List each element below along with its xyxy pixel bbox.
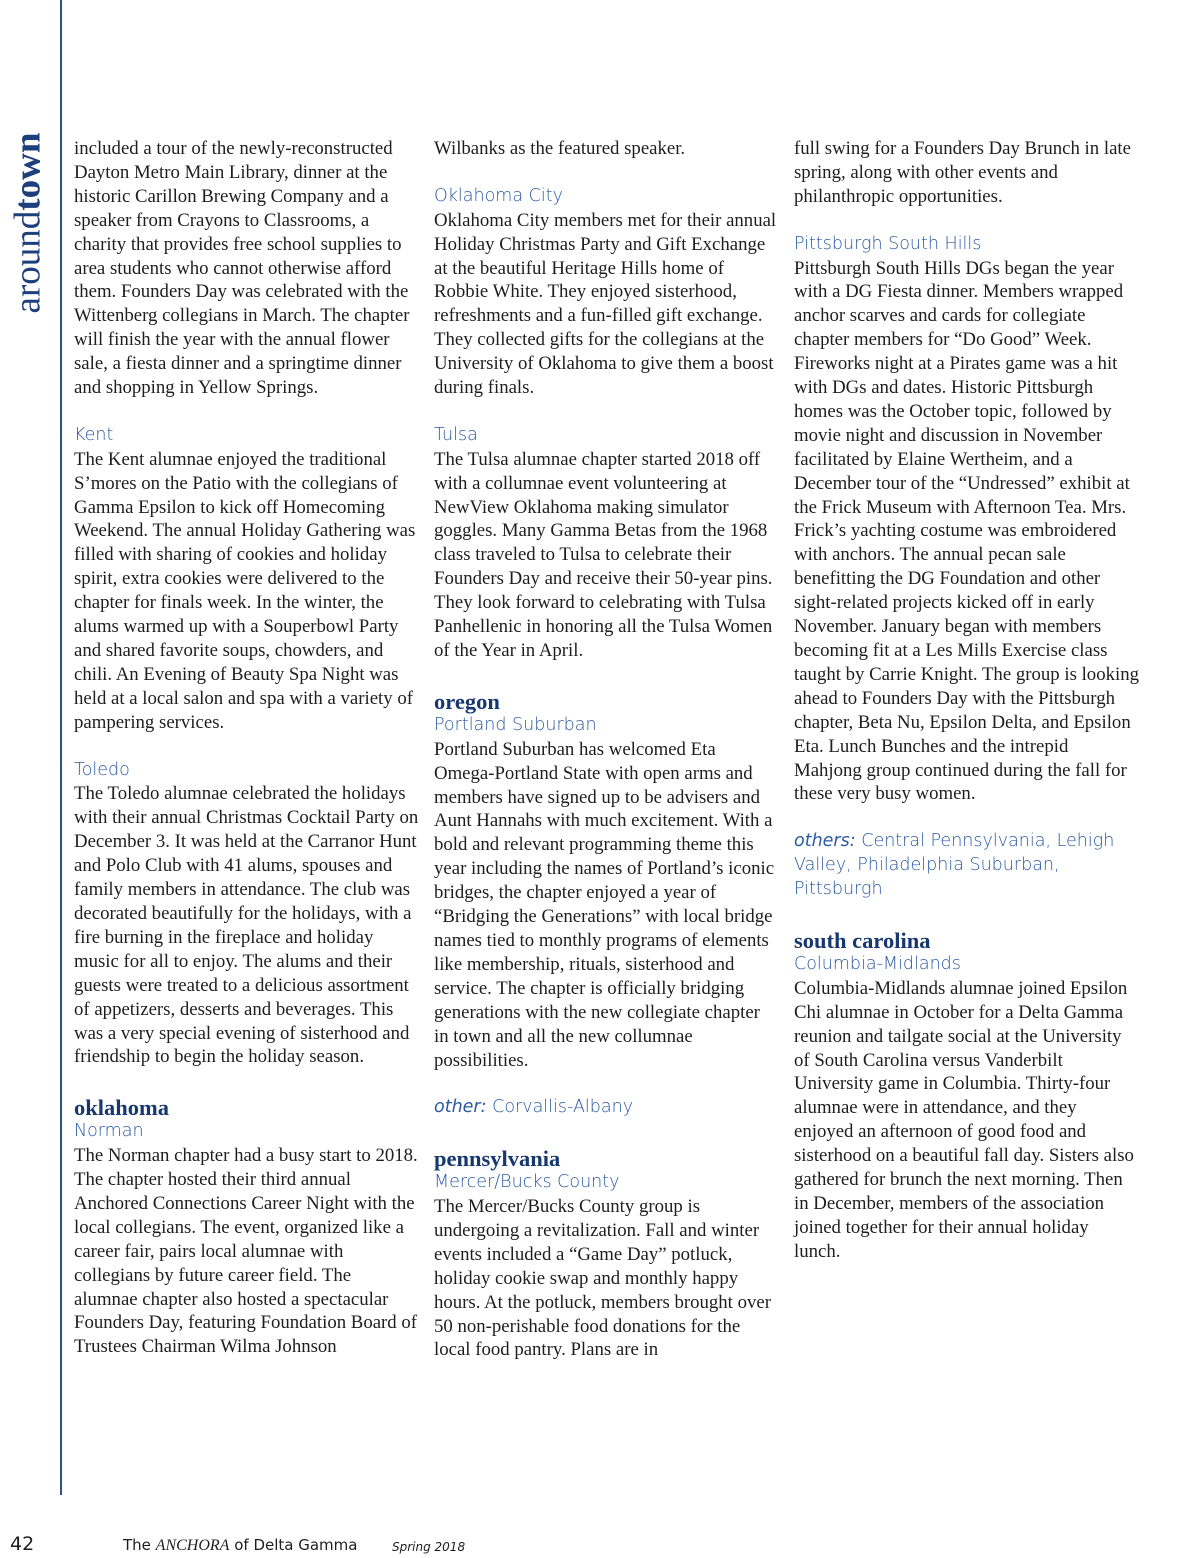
publication-name: [123, 1536, 357, 1555]
paragraph-columbia-midlands: Columbia-Midlands alumnae joined Epsilon Chi alumnae in October for a Delta Gamma reunion and tailgate social at the University of South Carolina versus Vanderbilt University game in Columbia. Thirty-four alumnae were in attendance, and they enjoyed an afternoon of good food and sisterhood on a beautiful fall day. Sisters also gathered for brunch the next morning. Then in December, members of the association joined together for their annual holiday lunch.: [794, 977, 1134, 1262]
chapter-heading-tulsa: Tulsa: [434, 424, 478, 445]
column-3: [794, 137, 1139, 1264]
paragraph-norman: The Norman chapter had a busy start to 2018. The chapter hosted their third annual Anchored Connections Career Night with the local collegians. The event, organized like a career fair, pairs local alumnae with collegians by future career field. The alumnae chapter also hosted a spectacular Founders Day, featuring Foundation Board of Trustees Chairman Wilma Johnson: [74, 1145, 418, 1358]
state-heading-oklahoma: oklahoma: [74, 1095, 170, 1121]
section-tag-light: around: [7, 210, 49, 313]
others-label: others:: [794, 831, 856, 852]
chapter-heading-portland-suburban: Portland Suburban: [434, 714, 597, 735]
other-chapters-pennsylvania: [794, 830, 1139, 902]
pub-suffix: of Delta Gamma: [229, 1536, 358, 1554]
page-number: 42: [10, 1533, 35, 1555]
paragraph-pittsburgh-south-hills: Pittsburgh South Hills DGs began the year with a DG Fiesta dinner. Members wrapped anchor scarves and cards for collegiate chapter members for “Do Good” Week. Fireworks night at a Pirates game was a hit with DGs and dates. Historic Pittsburgh homes was the October topic, followed by movie night and discussion in November facilitated by Elaine Wertheim, and a December tour of the “Undressed” exhibit at the Frick Museum with Afternoon Tea. Mrs. Frick’s yachting costume was embroidered with anchors. The annual pecan sale benefitting the DG Foundation and other sight-related projects kicked off in early November. January began with members becoming fit at a Les Mills Exercise class taught by Carrie Knight. The group is looking ahead to Founders Day with the Pittsburgh chapter, Beta Nu, Epsilon Delta, and Epsilon Eta. Lunch Bunches and the intrepid Mahjong group continued during the fall for these very busy women.: [794, 257, 1139, 805]
other-list: Corvallis-Albany: [492, 1097, 634, 1118]
chapter-heading-pittsburgh-south-hills: Pittsburgh South Hills: [794, 233, 982, 254]
state-heading-oregon: oregon: [434, 688, 500, 714]
section-tag-bold: town: [7, 132, 49, 211]
paragraph-norman-cont: Wilbanks as the featured speaker.: [434, 138, 686, 159]
section-tag: [6, 125, 50, 320]
state-heading-south-carolina: south carolina: [794, 927, 931, 953]
paragraph-kent: The Kent alumnae enjoyed the traditional S’mores on the Patio with the collegians of Gamma Epsilon to kick off Homecoming Weekend. The annual Holiday Gathering was filled with sharing of cookies and holiday spirit, extra cookies were delivered to the chapter for finals week. In the winter, the alums warmed up with a Souperbowl Party and shared favorite soups, chowders, and chili. An Evening of Beauty Spa Night was held at a local salon and spa with a variety of pampering services.: [74, 448, 416, 733]
chapter-heading-kent: Kent: [74, 424, 114, 445]
paragraph-toledo: The Toledo alumnae celebrated the holidays with their annual Christmas Cocktail Party on December 3. It was held at the Carranor Hunt and Polo Club with 41 alums, spouses and family members in attendance. The club was decorated beautifully for the holidays, with a fire burning in the fireplace and holiday music for all to enjoy. The alums and their guests were treated to a delicious assortment of appetizers, desserts and beverages. This was a very special evening of sisterhood and friendship to begin the holiday season.: [74, 783, 419, 1068]
other-chapters-oregon: [434, 1096, 779, 1120]
column-1: [74, 137, 419, 1359]
chapter-heading-norman: Norman: [74, 1121, 144, 1142]
paragraph-tulsa: The Tulsa alumnae chapter started 2018 off with a collumnae event volunteering at NewView Oklahoma making simulator goggles. Many Gamma Betas from the 1968 class traveled to Tulsa to celebrate their Founders Day and receive their 50-year pins. They look forward to celebrating with Tulsa Panhellenic in honoring all the Tulsa Women of the Year in April.: [434, 448, 773, 661]
pub-title: ANCHORA: [155, 1537, 230, 1554]
others-list: Central Pennsylvania, Lehigh Valley, Philadelphia Suburban, Pittsburgh: [794, 831, 1115, 900]
paragraph-mercer-bucks: The Mercer/Bucks County group is undergoing a revitalization. Fall and winter events included a “Game Day” potluck, holiday cookie swap and monthly happy hours. At the potluck, members brought over 50 non-perishable food donations for the local food pantry. Plans are in: [434, 1196, 771, 1361]
chapter-heading-oklahoma-city: Oklahoma City: [434, 185, 563, 206]
left-vertical-rule: [60, 0, 62, 1495]
issue-season: Spring 2018: [392, 1540, 466, 1554]
paragraph-dayton-cont: included a tour of the newly-reconstructed Dayton Metro Main Library, dinner at the historic Carillon Brewing Company and a speaker from Crayons to Classrooms, a charity that provides free school supplies to area students who cannot otherwise afford them. Founders Day was celebrated with the Wittenberg collegians in March. The chapter will finish the year with the annual flower sale, a fiesta dinner and a springtime dinner and shopping in Yellow Springs.: [74, 138, 410, 399]
chapter-heading-mercer-bucks: Mercer/Bucks County: [434, 1172, 620, 1193]
section-tag-text: [7, 132, 49, 313]
paragraph-mercer-cont: full swing for a Founders Day Brunch in late spring, along with other events and philanthropic opportunities.: [794, 138, 1131, 207]
other-label: other:: [434, 1097, 487, 1118]
chapter-heading-columbia-midlands: Columbia-Midlands: [794, 953, 961, 974]
pub-prefix: The: [123, 1536, 156, 1554]
chapter-heading-toledo: Toledo: [74, 759, 130, 780]
column-2: [434, 137, 779, 1362]
state-heading-pennsylvania: pennsylvania: [434, 1146, 561, 1172]
paragraph-oklahoma-city: Oklahoma City members met for their annual Holiday Christmas Party and Gift Exchange at the beautiful Heritage Hills home of Robbie White. They enjoyed sisterhood, refreshments and a fun-filled gift exchange. They collected gifts for the collegians at the University of Oklahoma to give them a boost during finals.: [434, 209, 777, 399]
paragraph-portland-suburban: Portland Suburban has welcomed Eta Omega-Portland State with open arms and members have signed up to be advisers and Aunt Hannahs with much excitement. With a bold and relevant programming theme this year including the names of Portland’s iconic bridges, the chapter enjoyed a year of “Bridging the Generations” with local bridge names tied to monthly programs of elements like membership, rituals, sisterhood and service. The chapter is officially bridging generations with the new collegiate chapter in town and all the new collumnae possibilities.: [434, 738, 775, 1071]
